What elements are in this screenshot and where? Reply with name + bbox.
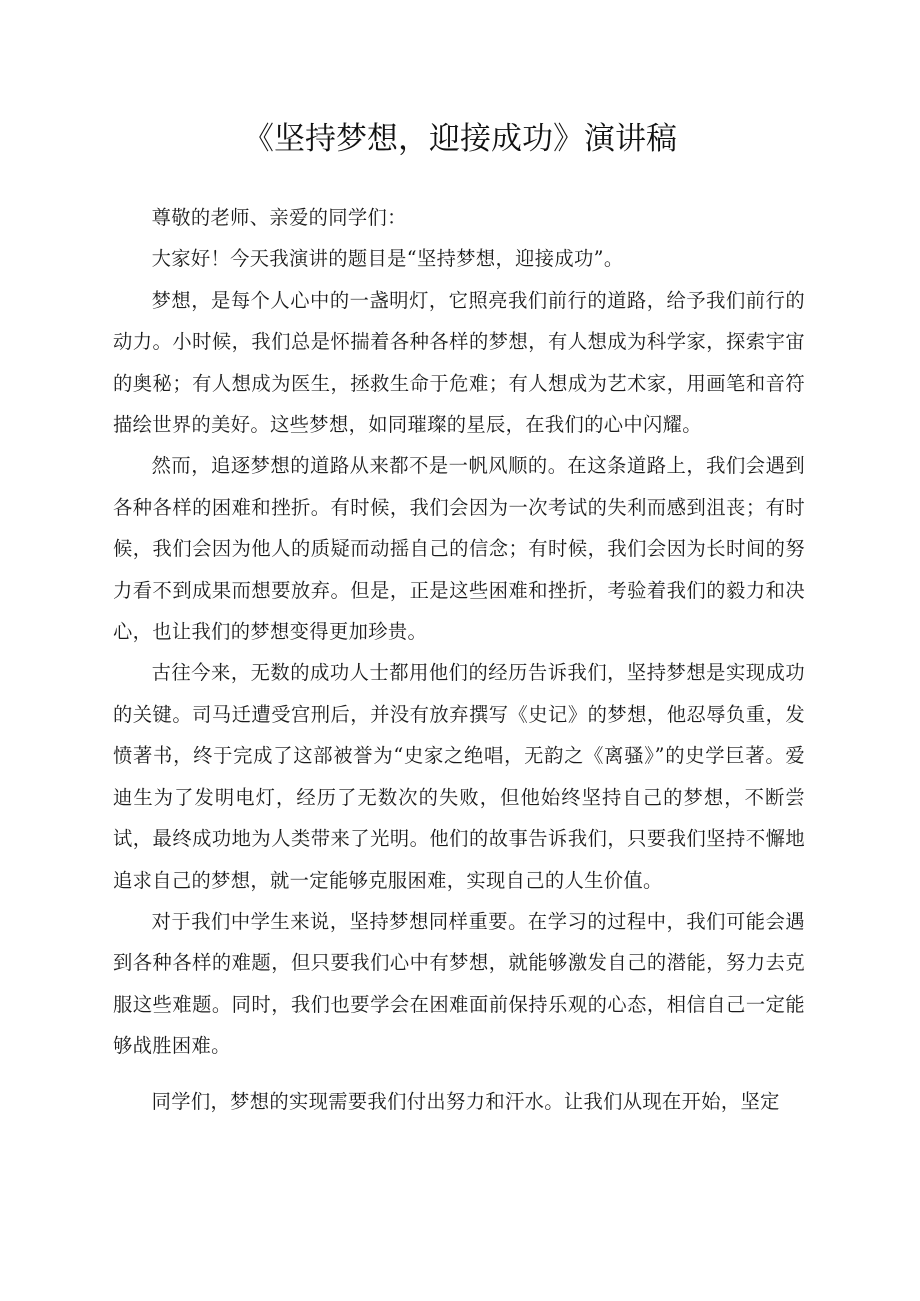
paragraph-examples: 古往今来，无数的成功人士都用他们的经历告诉我们，坚持梦想是实现成功的关键。司马迁遭受宫刑后，并没有放弃撰写《史记》的梦想，他忍辱负重，发愤著书，终于完成了这部被誉为“史家之绝唱，无韵之《离骚》”的史学巨著。爱迪生为了发明电灯，经历了无数次的失败，但他始终坚持自己的梦想，不断尝试，最终成功地为人类带来了光明。他们的故事告诉我们，只要我们坚持不懈地追求自己的梦想，就一定能够克服困难，实现自己的人生价值。	[113, 661, 805, 892]
paragraph-call-to-action: 同学们，梦想的实现需要我们付出努力和汗水。让我们从现在开始，坚定	[151, 1089, 780, 1113]
paragraph-difficulties: 然而，追逐梦想的道路从来都不是一帆风顺的。在这条道路上，我们会遇到各种各样的困难和挫折。有时候，我们会因为一次考试的失利而感到沮丧；有时候，我们会因为他人的质疑而动摇自己的信念；有时候，我们会因为长时间的努力看不到成果而想要放弃。但是，正是这些困难和挫折，考验着我们的毅力和决心，也让我们的梦想变得更加珍贵。	[113, 454, 805, 644]
paragraph-greeting: 大家好！今天我演讲的题目是“坚持梦想，迎接成功”。	[151, 247, 624, 271]
document-title: 《坚持梦想，迎接成功》演讲稿	[243, 121, 677, 157]
paragraph-students: 对于我们中学生来说，坚持梦想同样重要。在学习的过程中，我们可能会遇到各种各样的难题，但只要我们心中有梦想，就能够激发自己的潜能，努力去克服这些难题。同时，我们也要学会在困难面前保持乐观的心态，相信自己一定能够战胜困难。	[113, 909, 805, 1058]
paragraph-dreams: 梦想，是每个人心中的一盏明灯，它照亮我们前行的道路，给予我们前行的动力。小时候，我们总是怀揣着各种各样的梦想，有人想成为科学家，探索宇宙的奥秘；有人想成为医生，拯救生命于危难；有人想成为艺术家，用画笔和音符描绘世界的美好。这些梦想，如同璀璨的星辰，在我们的心中闪耀。	[113, 288, 805, 437]
paragraph-salutation: 尊敬的老师、亲爱的同学们：	[151, 206, 407, 229]
document-body	[113, 197, 805, 1122]
